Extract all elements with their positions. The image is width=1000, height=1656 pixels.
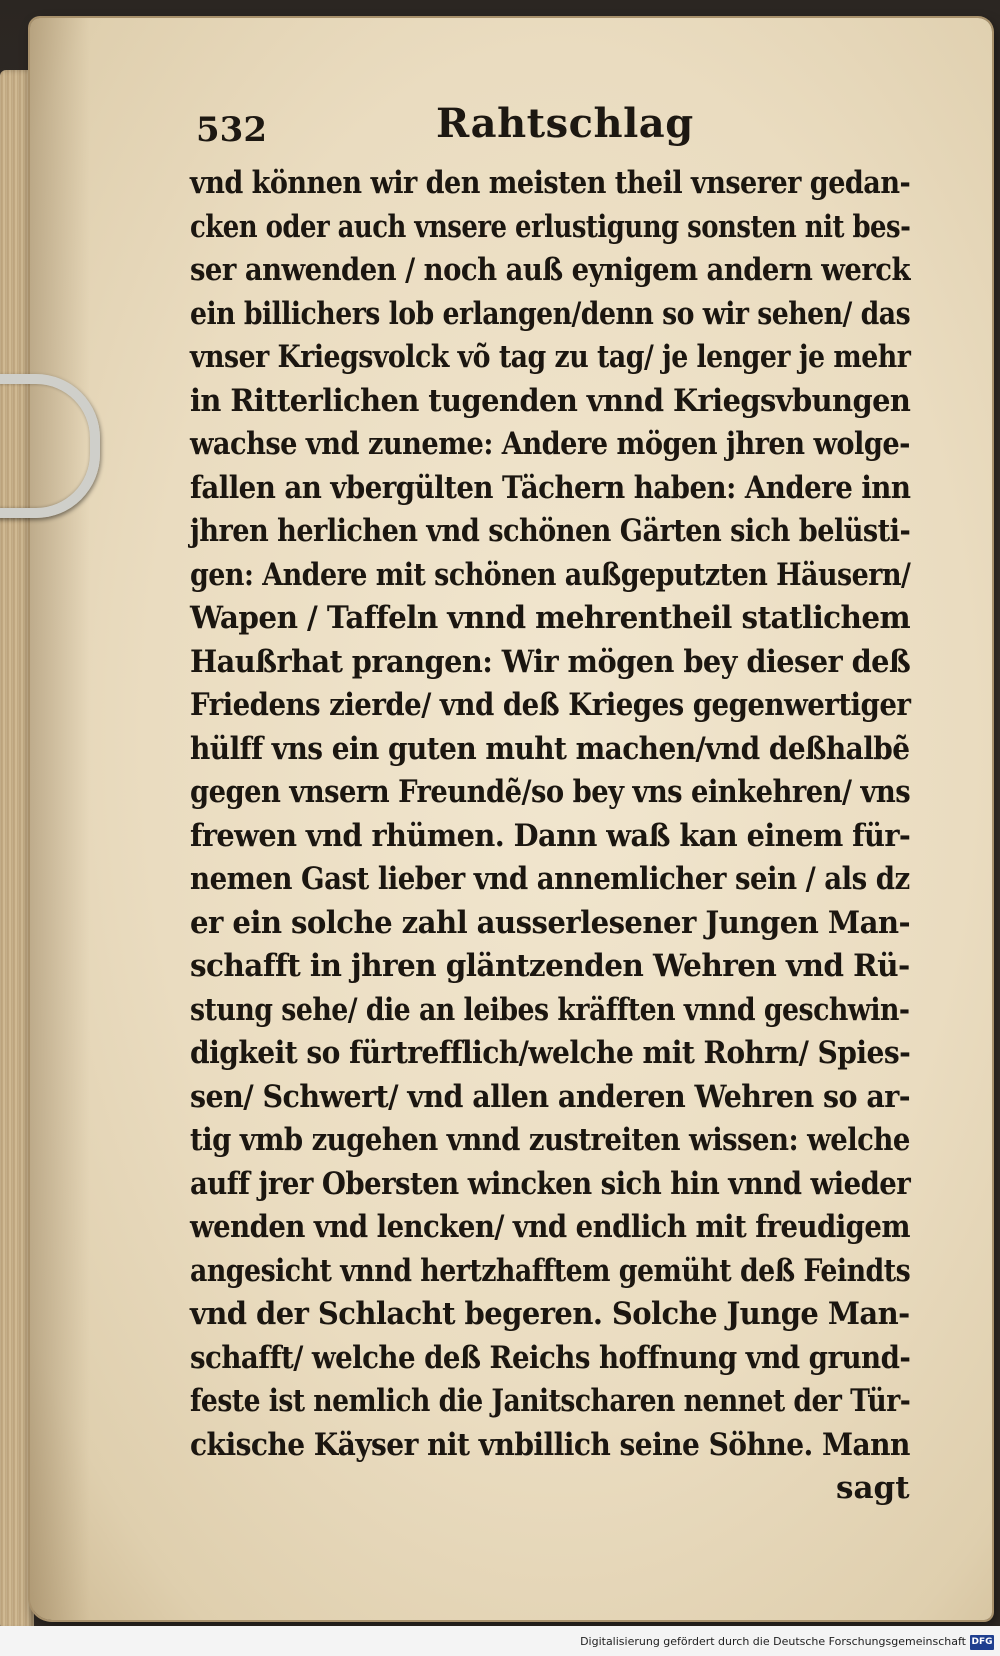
text-line: schafft/ welche deß Reichs hoffnung vnd grund- [190, 1339, 911, 1376]
footer-bar [0, 1626, 1000, 1656]
text-line: stung sehe/ die an leibes kräfften vnnd geschwin- [190, 991, 910, 1028]
text-line: ckische Käyser nit vnbillich seine Söhne. Mann [190, 1426, 910, 1463]
text-line: wenden vnd lencken/ vnd endlich mit freudigem [190, 1209, 910, 1245]
body-text [190, 162, 910, 1467]
text-line: auff jrer Obersten wincken sich hin vnnd wieder [190, 1165, 911, 1202]
text-line: ein billichers lob erlangen/denn so wir sehen/ das [190, 295, 911, 332]
text-line: in Ritterlichen tugenden vnnd Kriegsvbungen [190, 382, 911, 419]
text-line: Wapen / Taffeln vnnd mehrentheil statlichem [190, 600, 911, 636]
text-line: schafft in jhren gläntzenden Wehren vnd Rü- [190, 948, 910, 984]
text-line: gegen vnsern Freundẽ/so bey vns einkehren/ vns [190, 774, 911, 810]
text-line: vnser Kriegsvolck võ tag zu tag/ je lenger je mehr [190, 339, 911, 375]
text-line: feste ist nemlich die Janitscharen nennet der Tür- [190, 1383, 911, 1419]
catchword: sagt [836, 1470, 910, 1506]
running-head: Rahtschlag [436, 100, 694, 147]
page-header [196, 100, 916, 160]
page-number: 532 [196, 110, 267, 150]
text-line: angesicht vnnd hertzhafftem gemüht deß Feindts [190, 1252, 911, 1289]
text-line: frewen vnd rhümen. Dann waß kan einem für- [190, 817, 911, 854]
text-line: cken oder auch vnsere erlustigung sonsten nit bes- [190, 208, 911, 245]
text-line: gen: Andere mit schönen außgeputzten Häusern/ [190, 556, 911, 593]
text-line: Friedens zierde/ vnd deß Krieges gegenwertiger [190, 687, 911, 723]
text-line: hülff vns ein guten muht machen/vnd deßhalbẽ [190, 730, 910, 767]
text-line: vnd können wir den meisten theil vnserer gedan- [190, 165, 911, 201]
text-line: nemen Gast lieber vnd annemlicher sein / als dz [190, 861, 910, 897]
text-line: vnd der Schlacht begeren. Solche Junge Man- [190, 1296, 910, 1332]
text-line: digkeit so fürtrefflich/welche mit Rohrn/ Spies- [190, 1035, 911, 1071]
funding-credit: Digitalisierung gefördert durch die Deutsche Forschungsgemeinschaft [580, 1635, 966, 1648]
page-block-edge [0, 70, 34, 1630]
text-line: jhren herlichen vnd schönen Gärten sich belüsti- [190, 513, 911, 549]
text-line: ser anwenden / noch auß eynigem andern werck [190, 252, 910, 288]
text-line: sen/ Schwert/ vnd allen anderen Wehren so ar- [190, 1078, 911, 1115]
text-line: er ein solche zahl ausserlesener Jungen Man- [190, 904, 911, 941]
text-line: Haußrhat prangen: Wir mögen bey dieser deß [190, 643, 911, 680]
text-line: tig vmb zugehen vnnd zustreiten wissen: welche [190, 1122, 910, 1158]
dfg-logo-icon: DFG [970, 1635, 994, 1650]
text-line: wachse vnd zuneme: Andere mögen jhren wolge- [190, 426, 910, 462]
text-line: fallen an vbergülten Tächern haben: Andere inn [190, 469, 911, 506]
